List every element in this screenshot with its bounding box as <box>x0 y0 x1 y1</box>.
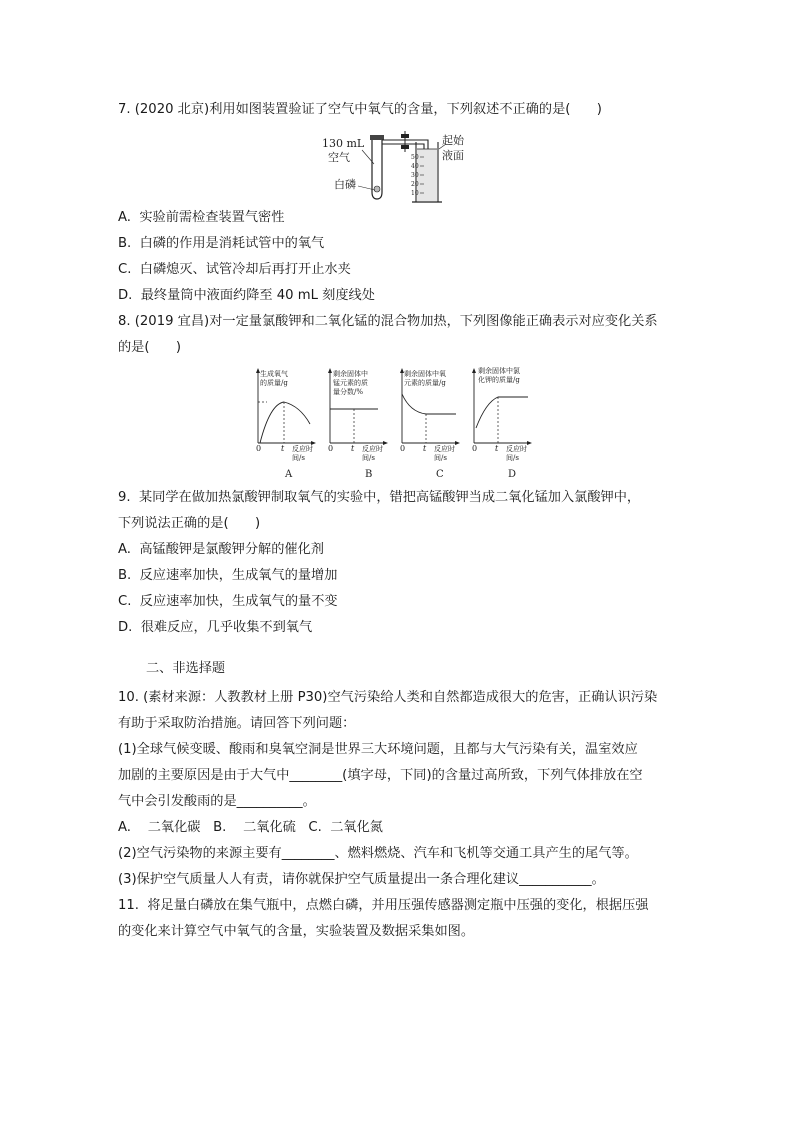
q10-line-2: 有助于采取防治措施。请回答下列问题： <box>118 716 356 731</box>
svg-text:t: t <box>495 444 499 453</box>
svg-text:反应时: 反应时 <box>292 445 313 453</box>
q10-choices: A. 二氧化碳 B. 二氧化硫 C. 二氧化氮 <box>118 820 383 835</box>
q9-option-b: B. 反应速率加快，生成氧气的量增加 <box>118 568 338 583</box>
q7-option-a: A. 实验前需检查装置气密性 <box>118 210 285 225</box>
initial-level-label-1: 起始 <box>442 134 464 147</box>
svg-text:反应时: 反应时 <box>506 445 527 453</box>
svg-text:生成氧气: 生成氧气 <box>260 370 288 378</box>
air-label: 空气 <box>328 151 350 164</box>
scale-50: 50 <box>411 154 419 161</box>
q10-line-4: 加剧的主要原因是由于大气中________(填字母，下同)的含量过高所致，下列气体排放在空 <box>118 768 643 783</box>
scale-40: 40 <box>411 163 419 170</box>
q9-option-c: C. 反应速率加快，生成氧气的量不变 <box>118 594 338 609</box>
svg-text:化钾的质量/g: 化钾的质量/g <box>478 376 520 384</box>
q9-stem-line-2: 下列说法正确的是( ) <box>118 516 261 531</box>
q7-stem: 7. (2020 北京)利用如图装置验证了空气中氧气的含量，下列叙述不正确的是( ) <box>118 102 602 117</box>
svg-text:间/s: 间/s <box>506 454 519 462</box>
q10-line-1: 10. (素材来源：人教教材上册 P30)空气污染给人类和自然都造成很大的危害，正确认识污染 <box>118 690 658 705</box>
q11-line-1: 11. 将足量白磷放在集气瓶中，点燃白磷，并用压强传感器测定瓶中压强的变化，根据压强 <box>118 898 649 913</box>
q7-option-b: B. 白磷的作用是消耗试管中的氧气 <box>118 236 325 251</box>
graph-d-letter: D <box>508 469 517 480</box>
svg-text:间/s: 间/s <box>362 454 375 462</box>
graph-c <box>400 368 460 480</box>
graph-b-letter: B <box>365 469 373 480</box>
q8-stem-line-2: 的是( ) <box>118 340 182 355</box>
graph-b <box>328 368 388 480</box>
svg-text:锰元素的质: 锰元素的质 <box>333 379 368 387</box>
svg-text:间/s: 间/s <box>292 454 305 462</box>
q10-line-5: 气中会引发酸雨的是__________。 <box>118 794 316 809</box>
scale-20: 20 <box>411 181 419 188</box>
q10-part-2: (2)空气污染物的来源主要有________、燃料燃烧、汽车和飞机等交通工具产生的尾气等。 <box>118 846 638 861</box>
svg-text:元素的质量/g: 元素的质量/g <box>404 379 446 387</box>
svg-text:t: t <box>423 444 427 453</box>
initial-level-label-2: 液面 <box>442 149 464 162</box>
q9-option-a: A. 高锰酸钾是氯酸钾分解的催化剂 <box>118 542 324 557</box>
svg-text:间/s: 间/s <box>434 454 447 462</box>
svg-text:0: 0 <box>256 444 262 453</box>
q9-option-d: D. 很难反应，几乎收集不到氧气 <box>118 620 313 635</box>
scale-10: 10 <box>411 190 419 197</box>
graph-c-letter: C <box>436 469 444 480</box>
svg-text:0: 0 <box>400 444 406 453</box>
svg-text:的质量/g: 的质量/g <box>260 379 288 387</box>
svg-text:t: t <box>351 444 355 453</box>
q7-option-d: D. 最终量筒中液面约降至 40 mL 刻度线处 <box>118 288 375 303</box>
section-heading: 二、非选择题 <box>146 661 226 676</box>
q11-line-2: 的变化来计算空气中氧气的含量，实验装置及数据采集如图。 <box>118 924 475 939</box>
graph-d <box>472 366 532 480</box>
q9-stem-line-1: 9. 某同学在做加热氯酸钾制取氧气的实验中，错把高锰酸钾当成二氧化锰加入氯酸钾中， <box>118 490 641 505</box>
svg-text:反应时: 反应时 <box>434 445 455 453</box>
air-volume-label: 130 mL <box>322 137 365 150</box>
svg-text:剩余固体中: 剩余固体中 <box>333 370 368 378</box>
scale-30: 30 <box>411 172 419 179</box>
q10-part-3: (3)保护空气质量人人有责，请你就保护空气质量提出一条合理化建议___________。 <box>118 872 605 887</box>
q7-apparatus-figure <box>318 126 468 206</box>
svg-text:反应时: 反应时 <box>362 445 383 453</box>
graph-a-letter: A <box>285 469 293 480</box>
q7-option-c: C. 白磷熄灭、试管冷却后再打开止水夹 <box>118 262 351 277</box>
svg-text:剩余固体中氯: 剩余固体中氯 <box>478 367 520 375</box>
svg-text:剩余固体中氧: 剩余固体中氧 <box>404 370 446 378</box>
white-phosphorus-label: 白磷 <box>334 178 356 191</box>
svg-text:量分数/%: 量分数/% <box>333 388 364 396</box>
svg-text:0: 0 <box>328 444 334 453</box>
q10-line-3: (1)全球气候变暖、酸雨和臭氧空洞是世界三大环境问题，且都与大气污染有关，温室效应 <box>118 742 638 757</box>
q8-graphs-figure <box>250 364 550 482</box>
svg-text:t: t <box>281 444 285 453</box>
q8-stem-line-1: 8. (2019 宜昌)对一定量氯酸钾和二氧化锰的混合物加热，下列图像能正确表示对应变化关系 <box>118 314 658 329</box>
svg-text:0: 0 <box>472 444 478 453</box>
graph-a <box>256 368 316 480</box>
